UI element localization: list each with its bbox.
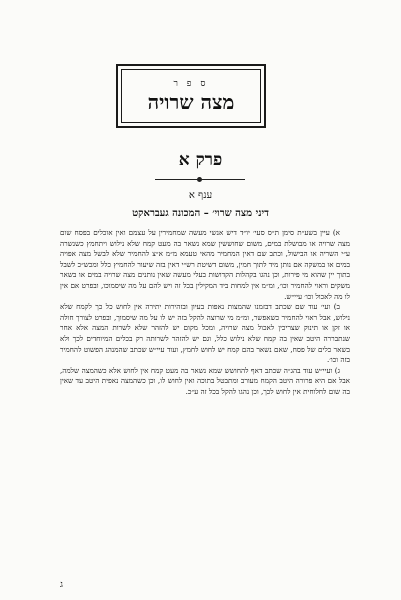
body-text bbox=[60, 228, 350, 398]
sefer-label: ס פ ר bbox=[173, 78, 209, 89]
chapter-heading: פרק א bbox=[178, 150, 223, 170]
paragraph: ג) ועיי״ש עוד בהג״ה שכתב דאף להחושש שמא נשאר בה מעט קמח אין לחוש אלא כשהמצה שלמה, אבל אם היא פרורה היטב הקמח מעורב ומתבטל בתוכה ואין לחוש לו, וכן כשהמצה נאפית היטב עד שאין בה שום לחלוחית אין לחוש לכך, וכן נהגו להקל בכל זה ע״כ. bbox=[60, 365, 350, 396]
divider-dot bbox=[197, 177, 202, 182]
section-title: דיני מצה שרוי׳ – המכונה געבראקט bbox=[132, 208, 269, 219]
book-title: מצה שרויה bbox=[147, 89, 235, 114]
title-frame bbox=[116, 64, 266, 128]
paragraph: ב) ועי׳ עוד שם שכתב דבזמנו שהמצות נאפות בעיון ובזהירות יתירה אין לחוש כל כך לקמח שלא נילוש, אבל ראוי להחמיר כשאפשר, ומ״מ מי שרוצה להקל בזה יש לו על מה שיסמוך, ובפרט לצורך חולה או זקן או תינוק שצריכין לאכול מצה שרויה, ומכל מקום יש להזהר שלא לשרות המצה אלא אחר שנתבררה היטב שאין בה קמח שלא נילוש כלל, וגם יש להזהר לשרותה רק בכלים המיוחדים לכך ולא בשאר כלים של פסח, שאם נשאר בהם קמח יש לחוש לחמץ, ועוד עיי״ש שכתב שהמנהג הפשוט להחמיר בזה וכו׳. bbox=[60, 302, 350, 365]
paragraph: א) עיין בשע״ת סימן ת״ס סעי׳ יו״ד דיש אנשי מעשה שמחמירין על עצמם ואין אוכלים בפסח שום מצה שרויה או מבושלת במים, משום שחוששין שמא נשאר בה מעט קמח שלא נילוש ויתחמץ כשנשרה ע״י השריה או הבישול, וכתב שם דאין המחמיר מהאי טעמא מ״מ א״צ להחמיר שלא לבשל מצה אפויה במים או במשקה אם נותן מיד לתוך חמין, משום דשיטת רש״י דאין בזה שיעור להחמיץ כלל ומכש״כ לשבל בתוך יין שהוא מי פירות, וכן נהגו בקהלות הקדושות בעלי מעשה שאין נותנים מצה שרויה במים או בשאר משקים וראוי להחמיר וכו׳, ומ״מ אין למחות ביד המקילין בכל זה ויש להם על מה שיסמוכו, ובפרט אם אין לו מה לאכול וכו׳ עיי״ש. bbox=[60, 228, 350, 301]
title-frame-inner bbox=[121, 69, 261, 123]
ornamental-divider bbox=[155, 178, 245, 181]
page-number: ג bbox=[60, 580, 63, 590]
branch-heading: ענף א bbox=[188, 190, 213, 201]
